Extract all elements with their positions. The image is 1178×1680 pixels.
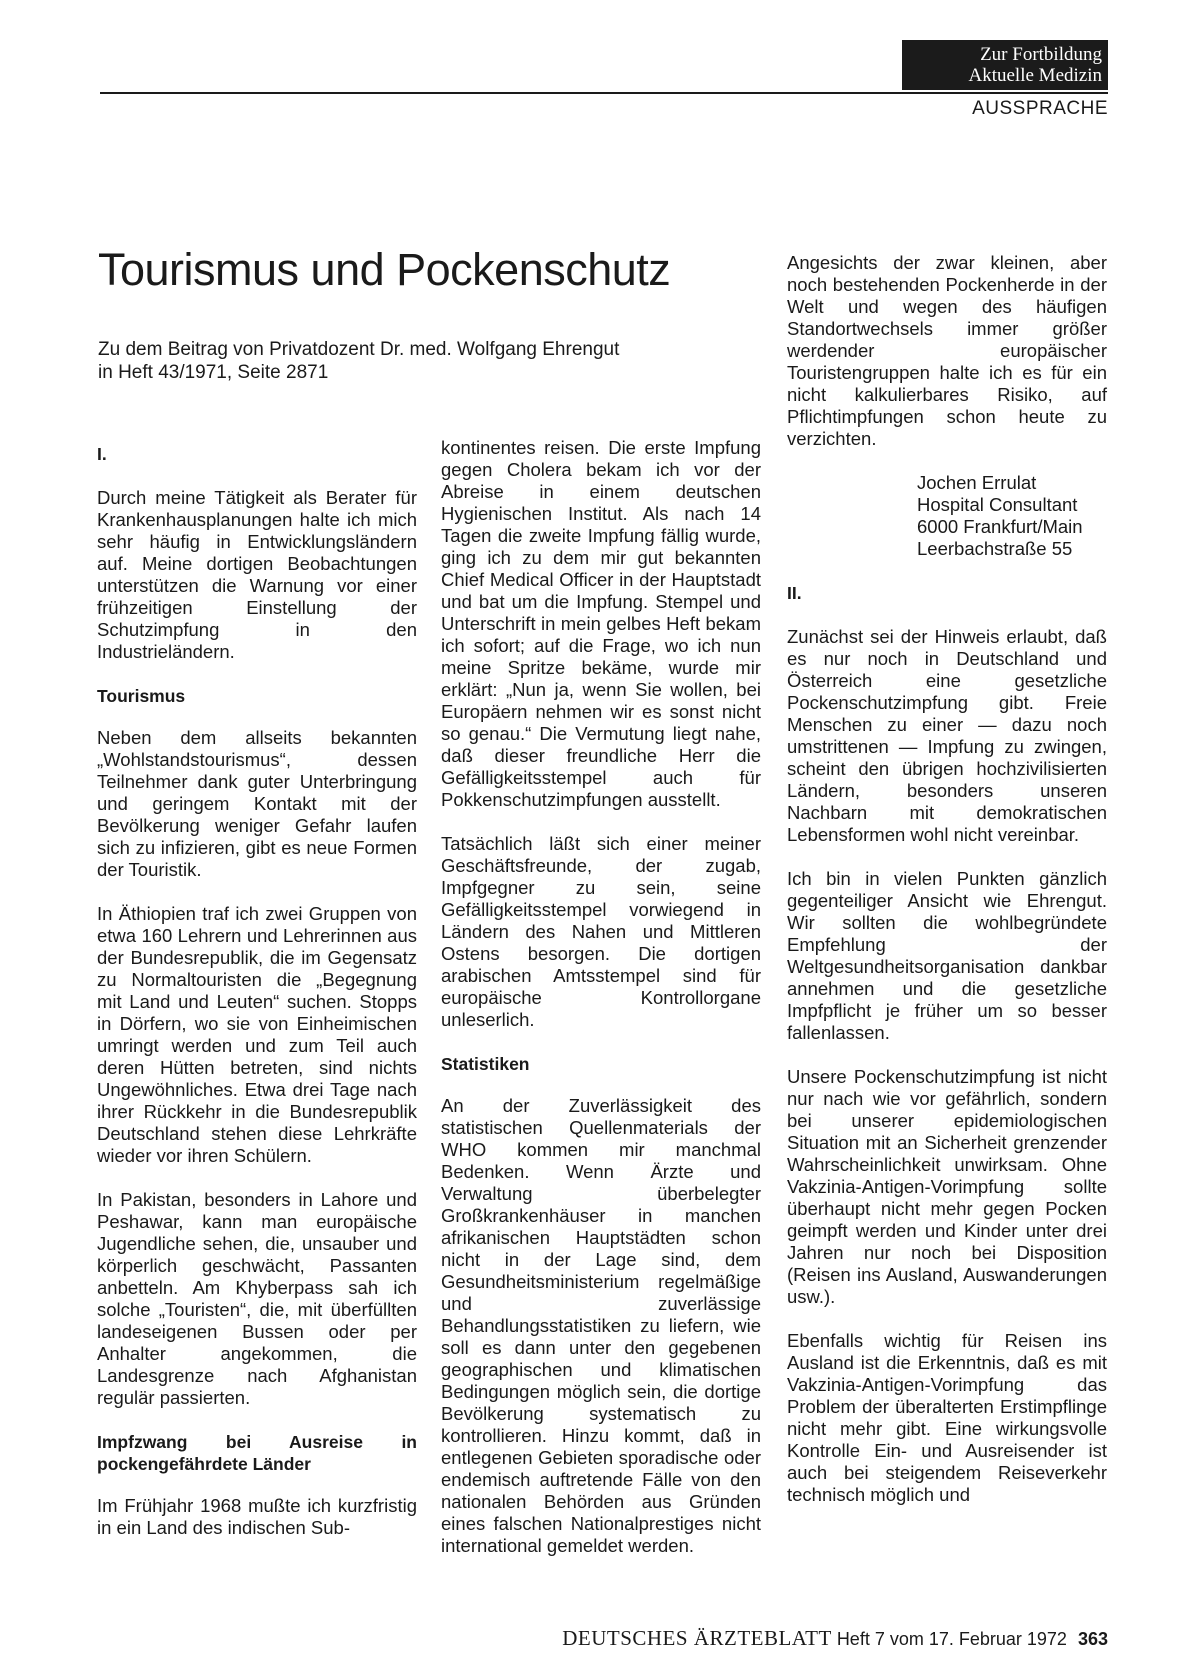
header-rule xyxy=(100,92,1108,94)
paragraph: Ebenfalls wichtig für Reisen ins Ausland ist die Erkenntnis, daß es mit Vakzinia-Antigen-Vorimpfung das Problem der überalterten Erstimpflinge nicht mehr gibt. Eine wirkungsvolle Kontrolle Ein- und Ausreisender ist auch bei steigendem Reiseverkehr technisch möglich und xyxy=(787,1330,1107,1505)
page-number: 363 xyxy=(1077,1629,1108,1649)
article-title: Tourismus und Pockenschutz xyxy=(98,244,671,295)
author-title: Hospital Consultant xyxy=(917,494,1078,515)
subheading-statistiken: Statistiken xyxy=(441,1054,530,1074)
paragraph: Neben dem allseits bekannten „Wohlstandstourismus“, dessen Teilnehmer dank guter Unterbringung und geringem Kontakt mit der Bevölkerung weniger Gefahr laufen sich zu infizieren, gibt es neue Formen der Touristik. xyxy=(97,727,417,880)
paragraph: An der Zuverlässigkeit des statistischen Quellenmaterials der WHO kommen mir manchmal Bedenken. Wenn Ärzte und Verwaltung überbelegter Großkrankenhäuser in manchen afrikanischen Hauptstädten schon nicht in der Lage sind, dem Gesundheitsministerium regelmäßige und zuverlässige Behandlungsstatistiken zu liefern, wie soll es dann unter den gegebenen geographischen und klimatischen Bedingungen möglich sein, die dortige Bevölkerung systematisch zu kontrollieren. Hinzu kommt, daß in entlegenen Gebieten sporadische oder endemisch auftretende Fälle von den nationalen Behörden aus Gründen eines falschen Nationalprestiges nicht international gemeldet werden. xyxy=(441,1095,761,1556)
subheading-impfzwang: Impfzwang bei Ausreise in pockengefährdete Länder xyxy=(97,1432,417,1474)
section-number-2: II. xyxy=(787,583,802,603)
paragraph: In Äthiopien traf ich zwei Gruppen von etwa 160 Lehrern und Lehrerinnen aus der Bundesrepublik, die im Gegensatz zu Normaltouristen die „Begegnung mit Land und Leuten“ suchen. Stopps in Dörfern, wo sie von Einheimischen umringt werden und zum Teil auch deren Hütten betreten, sind nichts Ungewöhnliches. Etwa drei Tage nach ihrer Rückkehr in die Bundesrepublik Deutschland stehen diese Lehrkräfte wieder vor ihren Schülern. xyxy=(97,903,417,1166)
issue-info: Heft 7 vom 17. Februar 1972 xyxy=(836,1629,1067,1649)
author-street: Leerbachstraße 55 xyxy=(917,538,1073,559)
article-subtitle xyxy=(98,338,718,384)
subtitle-line-2: in Heft 43/1971, Seite 2871 xyxy=(98,362,329,383)
author-name: Jochen Errulat xyxy=(917,472,1037,493)
text-column-1 xyxy=(97,443,417,1561)
subheading-tourismus: Tourismus xyxy=(97,686,186,706)
paragraph: kontinentes reisen. Die erste Impfung gegen Cholera bekam ich vor der Abreise in einem deutschen Hygienischen Institut. Als nach 14 Tagen die zweite Impfung fällig wurde, ging ich zu dem mir gut bekannten Chief Medical Officer in der Hauptstadt und bat um die Impfung. Stempel und Unterschrift in mein gelbes Heft bekam ich sofort; auf die Frage, wo ich nun meine Spritze bekäme, wurde mir erklärt: „Nun ja, wenn Sie wollen, bei Europäern nehmen wir es sonst nicht so genau.“ Die Vermutung liegt nahe, daß dieser freundliche Herr die Gefälligkeitsstempel auch für Pokkenschutzimpfungen ausstellt. xyxy=(441,437,761,810)
badge-line-1: Zur Fortbildung xyxy=(980,44,1102,65)
section-label: AUSSPRACHE xyxy=(972,98,1108,119)
page-footer xyxy=(562,1626,1108,1651)
text-column-2 xyxy=(441,437,761,1579)
paragraph: Unsere Pockenschutzimpfung ist nicht nur nach wie vor gefährlich, sondern bei unserer epidemiologischen Situation mit an Sicherheit grenzender Wahrscheinlichkeit unwirksam. Ohne Vakzinia-Antigen-Vorimpfung sollte überhaupt nicht mehr gegen Pocken geimpft werden und Kinder unter drei Jahren nur noch bei Disposition (Reisen ins Ausland, Auswanderungen usw.). xyxy=(787,1066,1107,1307)
paragraph: Durch meine Tätigkeit als Berater für Krankenhausplanungen halte ich mich sehr häufig in Entwicklungsländern auf. Meine dortigen Beobachtungen unterstützen die Warnung vor einer frühzeitigen Einstellung der Schutzimpfung in den Industrieländern. xyxy=(97,487,417,662)
category-badge xyxy=(902,40,1108,90)
paragraph: Angesichts der zwar kleinen, aber noch bestehenden Pockenherde in der Welt und wegen des häufigen Standortwechsels immer größer werdender europäischer Touristengruppen halte ich es für ein nicht kalkulierbares Risiko, auf Pflichtimpfungen schon heute zu verzichten. xyxy=(787,252,1107,449)
badge-line-2: Aktuelle Medizin xyxy=(968,65,1102,86)
paragraph: Zunächst sei der Hinweis erlaubt, daß es nur noch in Deutschland und Österreich eine gesetzliche Pockenschutzimpfung gibt. Freie Menschen zu einer — dazu noch umstrittenen — Impfung zu zwingen, scheint den übrigen hochzivilisierten Ländern, besonders unseren Nachbarn mit demokratischen Lebensformen wohl nicht vereinbar. xyxy=(787,626,1107,845)
section-number-1: I. xyxy=(97,444,107,464)
paragraph: Tatsächlich läßt sich einer meiner Geschäftsfreunde, der zugab, Impfgegner zu sein, seine Gefälligkeitsstempel vorwiegend in Ländern des Nahen und Mittleren Ostens besorgen. Die dortigen arabischen Amtsstempel sind für europäische Kontrollorgane unleserlich. xyxy=(441,833,761,1030)
subtitle-line-1: Zu dem Beitrag von Privatdozent Dr. med. Wolfgang Ehrengut xyxy=(98,339,620,360)
paragraph: In Pakistan, besonders in Lahore und Peshawar, kann man europäische Jugendliche sehen, die, unsauber und körperlich geschwächt, Passanten anbetteln. Am Khyberpass sah ich solche „Touristen“, die, mit überfüllten landeseigenen Bussen oder per Anhalter angekommen, die Landesgrenze nach Afghanistan regulär passierten. xyxy=(97,1189,417,1408)
author-city: 6000 Frankfurt/Main xyxy=(917,516,1083,537)
paragraph: Ich bin in vielen Punkten gänzlich gegenteiliger Ansicht wie Ehrengut. Wir sollten die wohlbegründete Empfehlung der Weltgesundheitsorganisation dankbar annehmen und die gesetzliche Impfpflicht je früher um so besser fallenlassen. xyxy=(787,868,1107,1043)
author-signature xyxy=(917,472,1107,560)
text-column-3 xyxy=(787,252,1107,1528)
paragraph: Im Frühjahr 1968 mußte ich kurzfristig in ein Land des indischen Sub- xyxy=(97,1495,417,1538)
journal-name: DEUTSCHES ÄRZTEBLATT xyxy=(562,1626,832,1650)
